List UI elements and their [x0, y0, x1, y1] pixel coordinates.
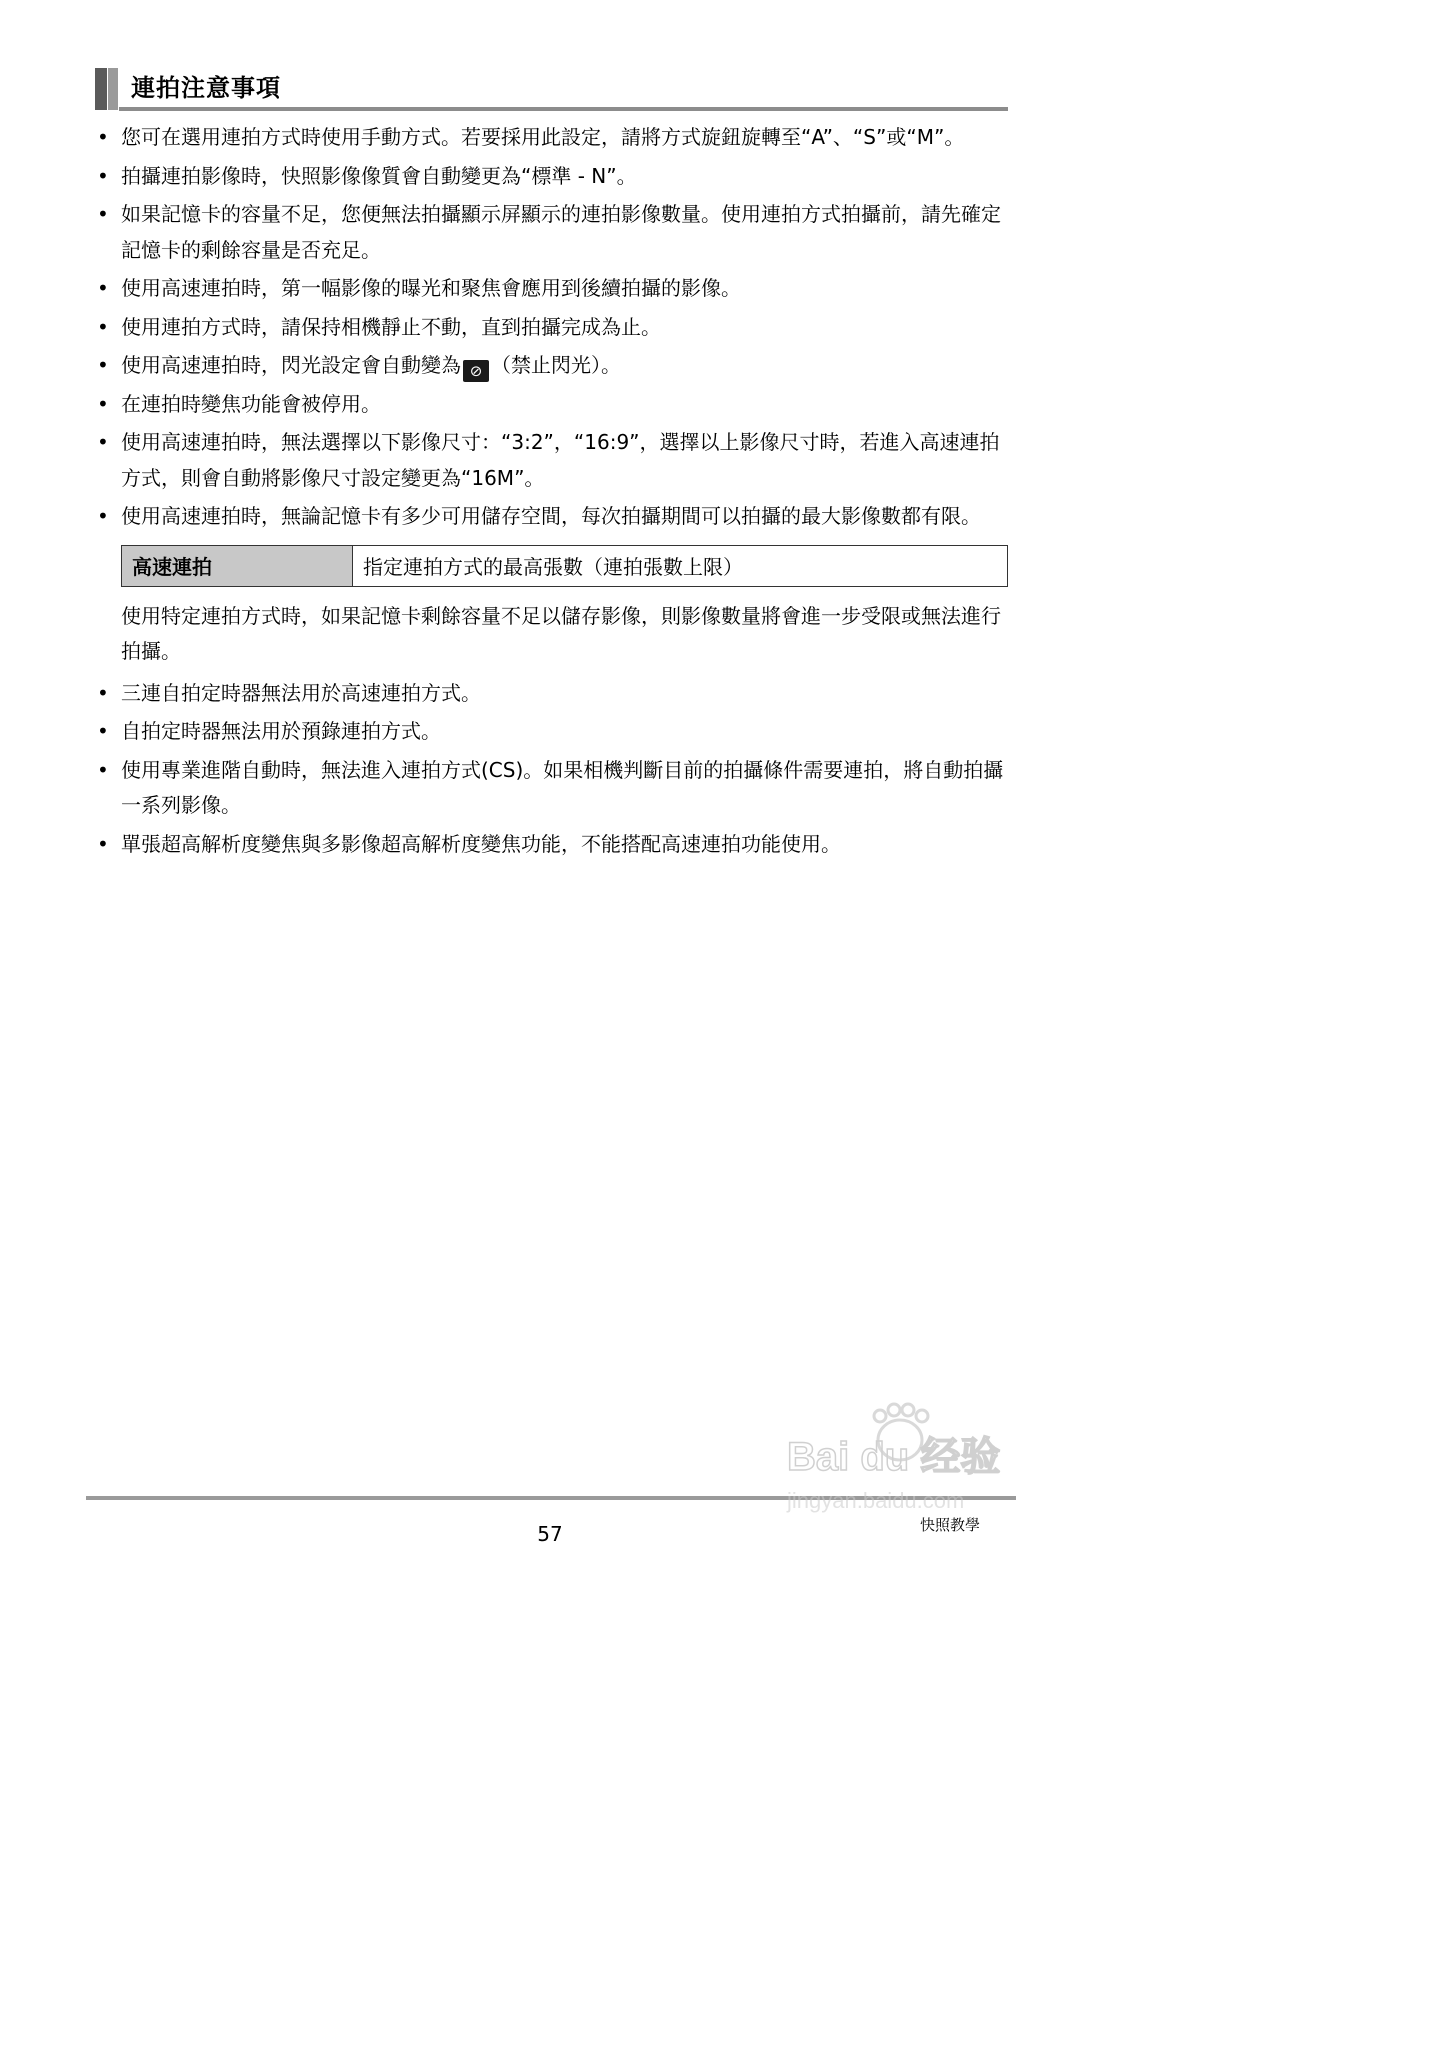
section-header: [95, 68, 1008, 114]
bullet-list-before-table: [95, 120, 1008, 535]
bullet-text: 使用連拍方式時，請保持相機靜止不動，直到拍攝完成為止。: [121, 314, 661, 339]
bullet-item: [95, 348, 1008, 384]
page-number: 57: [537, 1522, 563, 1546]
bullet-text: 使用高速連拍時，第一幅影像的曝光和聚焦會應用到後續拍攝的影像。: [121, 276, 741, 300]
bullet-item: [95, 387, 1008, 423]
section-name: 快照教學: [920, 1516, 981, 1534]
bullet-text: 使用專業進階自動時，無法進入連拍方式(CS)。如果相機判斷目前的拍攝條件需要連拍，將自動拍攝一系列影像。: [121, 757, 1004, 817]
bullet-dot: •: [97, 504, 109, 528]
bullet-item: [95, 827, 1008, 863]
bullet-text: 使用高速連拍時，無法選擇以下影像尺寸：“3:2”，“16:9”，選擇以上影像尺寸時，若進入高速連拍方式，則會自動將影像尺寸設定變更為“16M”。: [121, 430, 1000, 490]
bullet-text: 使用高速連拍時，閃光設定會自動變為: [121, 353, 461, 377]
bullet-text: 單張超高解析度變焦與多影像超高解析度變焦功能，不能搭配高速連拍功能使用。: [121, 831, 841, 856]
bullet-list-after-table: [95, 676, 1008, 863]
bullet-dot: •: [97, 680, 109, 705]
bullet-dot: •: [97, 276, 109, 300]
bullet-text: 拍攝連拍影像時，快照影像像質會自動變更為“標準 - N”。: [121, 163, 637, 188]
bullet-text: （禁止閃光）。: [491, 353, 621, 377]
watermark-brand: Bai du 经验: [787, 1435, 1001, 1479]
bullet-dot: •: [97, 163, 109, 188]
page-title: 連拍注意事項: [131, 74, 281, 102]
note-paragraph: 使用特定連拍方式時，如果記憶卡剩餘容量不足以儲存影像，則影像數量將會進一步受限或無法進行拍攝。: [121, 603, 1001, 663]
bullet-dot: •: [97, 719, 109, 743]
baidu-jingyan-watermark: [782, 1402, 1042, 1522]
bullet-item: [95, 159, 1008, 195]
bullet-item: [95, 197, 1008, 268]
bullet-item: [95, 676, 1008, 712]
table-key-cell: 高速連拍: [122, 545, 353, 586]
header-bar-light: [108, 68, 118, 110]
bullet-item: [95, 499, 1008, 535]
bullet-text: 三連自拍定時器無法用於高速連拍方式。: [121, 680, 481, 705]
bullet-dot: •: [97, 430, 109, 454]
bullet-dot: •: [97, 757, 109, 782]
watermark-url: jingyan.baidu.com: [787, 1488, 965, 1513]
bullet-dot: •: [97, 391, 109, 416]
table-value-cell: 指定連拍方式的最高張數（連拍張數上限）: [353, 545, 1008, 586]
bullet-dot: •: [97, 831, 109, 856]
bullet-dot: •: [97, 125, 109, 149]
bullet-item: [95, 310, 1008, 346]
bullet-text: 如果記憶卡的容量不足，您便無法拍攝顯示屏顯示的連拍影像數量。使用連拍方式拍攝前，請先確定記憶卡的剩餘容量是否充足。: [121, 202, 1001, 262]
header-bar-dark: [95, 68, 107, 110]
content-body: [95, 120, 1008, 865]
bullet-dot: •: [97, 353, 109, 377]
bullet-item: [95, 753, 1008, 824]
table-row: [122, 545, 1008, 586]
header-rule: [119, 107, 1008, 111]
bullet-text: 自拍定時器無法用於預錄連拍方式。: [121, 719, 441, 743]
bullet-item: [95, 271, 1008, 307]
flash-off-icon: ⊘: [463, 360, 489, 382]
bullet-dot: •: [97, 314, 109, 339]
spec-table: [121, 545, 1008, 587]
bullet-dot: •: [97, 202, 109, 226]
bullet-item: [95, 425, 1008, 496]
bullet-item: [95, 714, 1008, 750]
bullet-item: [95, 120, 1008, 156]
bullet-text: 使用高速連拍時，無論記憶卡有多少可用儲存空間，每次拍攝期間可以拍攝的最大影像數都有限。: [121, 504, 981, 528]
bullet-text: 您可在選用連拍方式時使用手動方式。若要採用此設定，請將方式旋鈕旋轉至“A”、“S”或“M”。: [121, 125, 965, 149]
bullet-text: 在連拍時變焦功能會被停用。: [121, 391, 381, 416]
